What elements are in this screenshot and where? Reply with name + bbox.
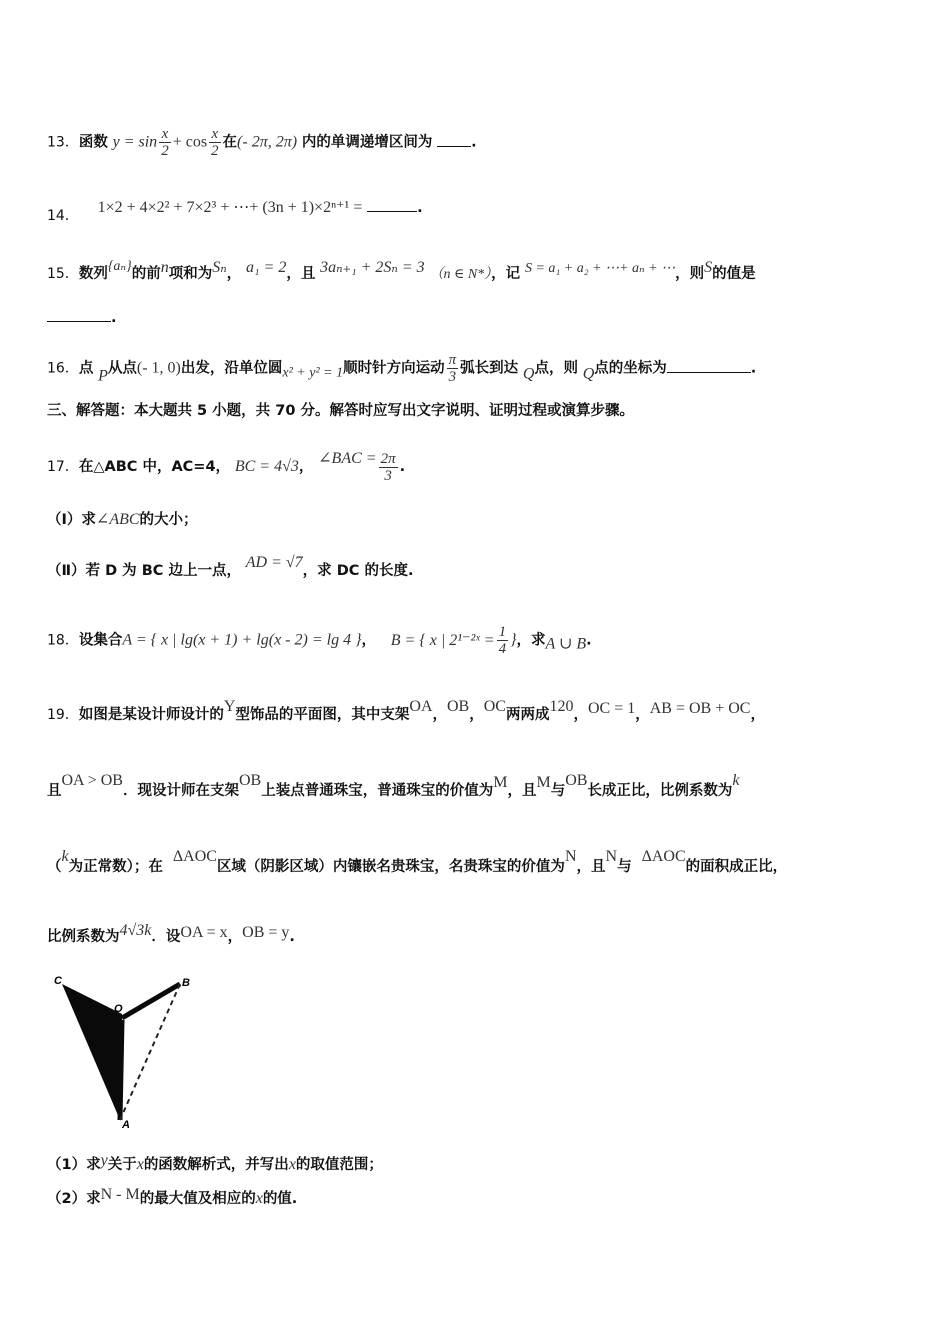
q13-text-3: 内的单调递增区间为 [301, 134, 433, 151]
q16-number: 16． [47, 360, 79, 377]
q17-angle-fraction: $\frac{2\pi}{3}$ [380, 450, 396, 484]
q17-number: 17． [47, 459, 79, 475]
q15-relation: 3aₙ₊₁ + 2Sₙ = 3 [320, 259, 425, 276]
question-19-line-4: 比例系数为4√3k．设OA = x，OB = y. [47, 922, 295, 945]
question-17: 17．在△ABC 中，AC=4， BC = 4√3， ∠BAC = $\frac{2\pi}{3}$ . [47, 450, 406, 484]
q14-answer-blank[interactable] [367, 197, 417, 212]
q15-answer-blank[interactable] [47, 307, 111, 322]
q13-text-2: 在 [222, 134, 238, 151]
q15-a1: a₁ = 2 [245, 259, 287, 276]
q13-number: 13． [47, 134, 79, 151]
label-c: C [54, 975, 62, 987]
q13-text-1: 函数 [78, 134, 108, 151]
q19-figure [50, 970, 200, 1130]
question-18: 18．设集合A = { x | lg(x + 1) + lg(x - 2) = lg 4 }， B = { x | 2¹⁻²ˣ = $\frac{1}{4}$ }，求A ∪ B. [47, 624, 592, 657]
q13-frac-1: $\frac{x}{2}$ [161, 126, 169, 159]
q17-angle: ∠BAC = [318, 450, 377, 467]
support-oa [120, 1020, 122, 1120]
q14-expression: 1×2 + 4×2² + 7×2³ + ⋯+ (3n + 1)×2ⁿ⁺¹ = [97, 199, 363, 216]
q14-number: 14． [47, 208, 79, 224]
question-19-line-1: 19．如图是某设计师设计的Y型饰品的平面图，其中支架OA，OB，OC两两成120，OC = 1，AB = OB + OC， [47, 698, 765, 723]
question-13: 13．函数 y = sin $\frac{x}{2}$ + cos $\frac{x}{2}$ 在(- 2π, 2π) 内的单调递增区间为 . [47, 126, 477, 159]
label-a: A [122, 1119, 130, 1130]
q16-answer-blank[interactable] [667, 358, 751, 373]
section-3-heading: 三、解答题：本大题共 5 小题，共 70 分。解答时应写出文字说明、证明过程或演算步骤。 [47, 403, 634, 419]
q17-ad: AD = √7 [245, 554, 303, 571]
question-17-part-2: （Ⅱ）若 D 为 BC 边上一点， AD = √7，求 DC 的长度. [47, 554, 414, 579]
q16-point: (- 1, 0) [136, 359, 181, 377]
q18-set-b: B = { x | 2¹⁻²ˣ = [390, 631, 495, 649]
q16-circle: x² + y² = 1 [282, 365, 344, 381]
q13-func: y = sin [112, 133, 158, 151]
q13-answer-blank[interactable] [437, 132, 471, 147]
q18-number: 18． [47, 632, 79, 649]
question-16: 16．点 P从点(- 1, 0)出发，沿单位圆x² + y² = 1顺时针方向运动 $\frac{\pi}{3}$ 弧长到达 Q点，则 Q点的坐标为 . [47, 352, 757, 385]
q17-bc: BC = 4√3 [234, 458, 299, 475]
q13-frac-2: $\frac{x}{2}$ [211, 126, 219, 159]
q15-sum: S = a₁ + a₂ + ⋯+ aₙ + ⋯ [524, 261, 676, 276]
q19-number: 19． [47, 707, 79, 723]
label-o: O [114, 1003, 123, 1015]
question-19-sub-1: （1）求y关于x的函数解析式，并写出x的取值范围； [47, 1152, 383, 1173]
support-ob [122, 984, 180, 1018]
question-19-sub-2: （2）求N - M的最大值及相应的x的值. [47, 1186, 298, 1207]
q18-set-a: A = { x | lg(x + 1) + lg(x - 2) = lg 4 } [122, 631, 362, 649]
q13-plus-cos: + cos [172, 133, 208, 151]
shaded-region-aoc [62, 984, 122, 1120]
q15-number: 15． [47, 266, 79, 282]
question-19-line-2: 且OA > OB．现设计师在支架OB上装点普通珠宝，普通珠宝的价值为M，且M与OB长成正比，比例系数为k [47, 772, 740, 799]
q13-interval: (- 2π, 2π) [237, 133, 298, 151]
question-19-line-3: （k为正常数）；在ΔAOC区域（阴影区域）内镶嵌名贵珠宝，名贵珠宝的价值为N，且N与ΔAOC的面积成正比， [47, 848, 788, 875]
q15-condition: （n ∈ N*） [429, 267, 492, 282]
q18-union: A ∪ B [545, 635, 587, 653]
label-b: B [182, 977, 190, 989]
question-17-part-1: （Ⅰ）求∠ABC的大小； [47, 511, 198, 528]
question-15: 15．数列{aₙ}的前n项和为Sₙ， a₁ = 2，且 3aₙ₊₁ + 2Sₙ = 3 （n ∈ N*），记 S = a₁ + a₂ + ⋯+ aₙ + ⋯，则S的值是 [47, 259, 756, 282]
q18-fraction: $\frac{1}{4}$ [498, 624, 507, 657]
q16-arc-fraction: $\frac{\pi}{3}$ [448, 352, 457, 385]
question-15-blank-line: . [47, 306, 920, 329]
question-14: 14． 1×2 + 4×2² + 7×2³ + ⋯+ (3n + 1)×2ⁿ⁺¹ = . [47, 199, 423, 224]
q15-seq: {aₙ} [107, 259, 132, 274]
